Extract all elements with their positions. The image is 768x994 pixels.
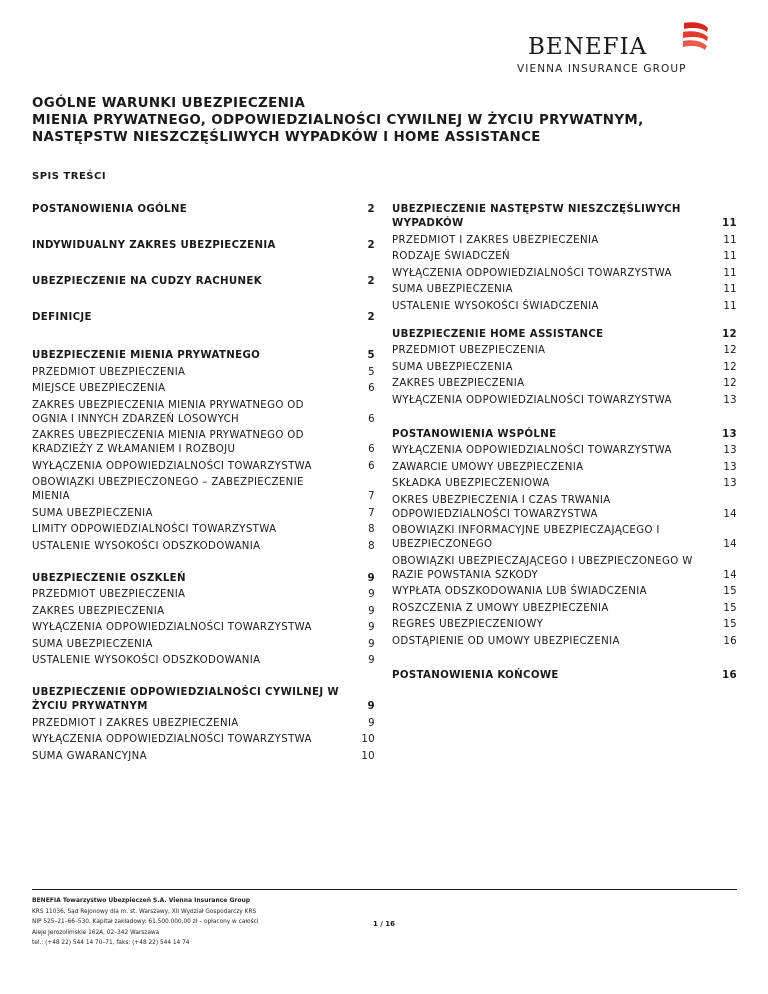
toc-entry[interactable] (392, 555, 737, 583)
toc-entry-title: RODZAJE ŚWIADCZEŃ (392, 251, 511, 262)
logo-wordmark: BENEFIA (528, 34, 648, 60)
toc-entry[interactable] (32, 366, 375, 380)
toc-entry-page: 2 (367, 204, 375, 215)
page-number: 1 / 16 (373, 920, 396, 928)
toc-entry-page: 9 (368, 717, 375, 729)
toc-entry-title: ROSZCZENIA Z UMOWY UBEZPIECZENIA (392, 602, 609, 614)
toc-right-column (392, 203, 737, 683)
toc-entry[interactable] (392, 203, 737, 231)
toc-entry[interactable] (32, 540, 375, 554)
benefia-logo (516, 20, 706, 80)
toc-entry[interactable] (392, 234, 737, 248)
toc-entry[interactable] (32, 654, 375, 668)
toc-entry-title: ZAWARCIE UMOWY UBEZPIECZENIA (392, 461, 584, 473)
toc-entry[interactable] (32, 686, 375, 714)
toc-entry-title: PRZEDMIOT UBEZPIECZENIA (32, 366, 186, 378)
toc-entry-title: INDYWIDUALNY ZAKRES UBEZPIECZENIA (32, 240, 276, 251)
toc-entry[interactable] (32, 203, 375, 217)
toc-entry-page: 6 (368, 413, 375, 425)
toc-entry-page: 12 (723, 345, 737, 356)
toc-entry[interactable] (32, 588, 375, 602)
toc-entry-title: UBEZPIECZENIE HOME ASSISTANCE (392, 328, 604, 340)
toc-entry[interactable] (392, 267, 737, 281)
toc-entry-title: SUMA UBEZPIECZENIA (32, 507, 153, 519)
toc-entry-title: ZAKRES UBEZPIECZENIA MIENIA PRYWATNEGO OD KRADZIEŻY Z WŁAMANIEM I ROZBOJU (32, 430, 304, 455)
toc-entry-page: 7 (368, 491, 375, 502)
toc-entry[interactable] (32, 382, 375, 396)
title-line-2: MIENIA PRYWATNEGO, ODPOWIEDZIALNOŚCI CYWILNEJ W ŻYCIU PRYWATNYM, (32, 113, 644, 128)
toc-entry-page: 11 (723, 251, 737, 262)
toc-entry[interactable] (392, 635, 737, 649)
toc-entry[interactable] (392, 602, 737, 616)
toc-entry-page: 11 (723, 267, 737, 279)
toc-entry[interactable] (392, 300, 737, 314)
footer-line-2: NIP 525–21–66–530, Kapitał zakładowy: 61.500.000,00 zł – opłacony w całości (32, 919, 259, 925)
toc-entry[interactable] (32, 605, 375, 619)
toc-entry[interactable] (392, 669, 737, 683)
toc-entry-title: SUMA UBEZPIECZENIA (32, 638, 153, 650)
toc-entry[interactable] (392, 494, 737, 522)
toc-entry-title: POSTANOWIENIA KOŃCOWE (392, 669, 559, 681)
toc-entry-title: SKŁADKA UBEZPIECZENIOWA (392, 478, 550, 489)
toc-entry-page: 6 (368, 383, 375, 394)
toc-entry-page: 11 (723, 284, 737, 295)
toc-entry[interactable] (392, 328, 737, 342)
toc-entry[interactable] (392, 444, 737, 458)
toc-entry-page: 11 (723, 234, 737, 246)
toc-heading: SPIS TREŚCI (32, 171, 107, 182)
toc-entry[interactable] (392, 585, 737, 599)
toc-entry-title: OBOWIĄZKI UBEZPIECZONEGO – ZABEZPIECZENIE MIENIA (32, 477, 304, 502)
toc-entry-page: 5 (367, 350, 375, 361)
toc-entry-page: 9 (368, 622, 375, 633)
toc-entry-title: ZAKRES UBEZPIECZENIA MIENIA PRYWATNEGO OD OGNIA I INNYCH ZDARZEŃ LOSOWYCH (32, 399, 304, 425)
toc-entry[interactable] (32, 638, 375, 652)
toc-entry[interactable] (32, 476, 375, 504)
toc-entry-title: WYŁĄCZENIA ODPOWIEDZIALNOŚCI TOWARZYSTWA (32, 460, 312, 472)
toc-entry[interactable] (32, 733, 375, 747)
toc-entry-page: 6 (368, 460, 375, 472)
toc-entry-page: 13 (723, 445, 737, 456)
toc-entry-title: MIEJSCE UBEZPIECZENIA (32, 383, 166, 394)
toc-entry-title: ZAKRES UBEZPIECZENIA (32, 605, 165, 617)
toc-entry-page: 14 (723, 508, 737, 520)
toc-entry-title: USTALENIE WYSOKOŚCI ODSZKODOWANIA (32, 655, 261, 666)
toc-entry[interactable] (32, 572, 375, 586)
toc-entry-title: REGRES UBEZPIECZENIOWY (392, 619, 544, 630)
toc-entry-page: 13 (722, 428, 737, 440)
logo-emblem-icon (680, 20, 712, 54)
toc-entry-page: 12 (723, 378, 737, 389)
toc-entry-title: ODSTĄPIENIE OD UMOWY UBEZPIECZENIA (392, 635, 620, 647)
toc-entry-page: 16 (723, 635, 737, 647)
document-title (32, 95, 742, 146)
toc-entry[interactable] (32, 275, 375, 289)
toc-entry[interactable] (32, 523, 375, 537)
toc-entry[interactable] (32, 750, 375, 764)
toc-entry[interactable] (32, 349, 375, 363)
toc-entry-title: PRZEDMIOT I ZAKRES UBEZPIECZENIA (392, 234, 599, 246)
toc-entry-title: WYŁĄCZENIA ODPOWIEDZIALNOŚCI TOWARZYSTWA (392, 267, 672, 279)
toc-entry-title: DEFINICJE (32, 312, 92, 323)
toc-entry-page: 11 (723, 300, 737, 312)
toc-entry[interactable] (392, 477, 737, 491)
toc-entry[interactable] (32, 239, 375, 253)
toc-entry[interactable] (392, 524, 737, 552)
toc-entry-title: OBOWIĄZKI INFORMACYJNE UBEZPIECZAJĄCEGO I UBEZPIECZONEGO (392, 525, 660, 550)
toc-entry[interactable] (392, 394, 737, 408)
toc-entry[interactable] (392, 428, 737, 442)
toc-entry-title: SUMA GWARANCYJNA (32, 750, 147, 762)
title-line-3: NASTĘPSTW NIESZCZĘŚLIWYCH WYPADKÓW I HOME ASSISTANCE (32, 130, 541, 145)
footer-line-1: KRS 11036, Sąd Rejonowy dla m. st. Warszawy, XII Wydział Gospodarczy KRS (32, 908, 257, 915)
toc-left-column (32, 203, 375, 764)
toc-entry-page: 8 (368, 540, 375, 552)
toc-entry-page: 14 (723, 539, 737, 550)
toc-entry[interactable] (392, 461, 737, 475)
toc-entry[interactable] (32, 311, 375, 325)
toc-entry[interactable] (392, 250, 737, 264)
toc-entry-title: SUMA UBEZPIECZENIA (392, 361, 513, 373)
toc-entry-title: PRZEDMIOT UBEZPIECZENIA (392, 345, 546, 356)
toc-entry-page: 9 (368, 605, 375, 617)
toc-entry-page: 13 (723, 478, 737, 489)
toc-entry-page: 9 (368, 655, 375, 666)
toc-entry-page: 12 (723, 361, 737, 373)
toc-entry[interactable] (392, 361, 737, 375)
toc-entry-page: 5 (368, 366, 375, 378)
title-line-1: OGÓLNE WARUNKI UBEZPIECZENIA (32, 96, 306, 111)
toc-entry-title: UBEZPIECZENIE MIENIA PRYWATNEGO (32, 350, 261, 361)
toc-entry-page: 9 (368, 589, 375, 600)
toc-entry-title: USTALENIE WYSOKOŚCI ODSZKODOWANIA (32, 540, 261, 552)
toc-entry-title: UBEZPIECZENIE OSZKLEŃ (32, 572, 186, 584)
toc-entry-page: 15 (723, 602, 737, 614)
toc-entry-page: 2 (367, 240, 375, 251)
toc-entry-page: 15 (723, 619, 737, 630)
toc-entry-page: 10 (361, 750, 375, 762)
toc-entry-page: 10 (361, 734, 375, 745)
toc-entry-page: 8 (368, 524, 375, 535)
logo-tagline: VIENNA INSURANCE GROUP (517, 63, 687, 75)
toc-entry-page: 2 (367, 312, 375, 323)
toc-entry-page: 2 (367, 276, 375, 287)
toc-entry[interactable] (392, 618, 737, 632)
toc-entry-page: 11 (722, 218, 737, 229)
toc-entry-title: WYPŁATA ODSZKODOWANIA LUB ŚWIADCZENIA (392, 586, 647, 597)
toc-entry-page: 16 (722, 669, 737, 681)
toc-entry[interactable] (392, 344, 737, 358)
toc-entry-title: PRZEDMIOT UBEZPIECZENIA (32, 589, 186, 600)
toc-entry-title: WYŁĄCZENIA ODPOWIEDZIALNOŚCI TOWARZYSTWA (392, 445, 672, 456)
toc-entry-title: PRZEDMIOT I ZAKRES UBEZPIECZENIA (32, 717, 239, 729)
footer-company-name: BENEFIA Towarzystwo Ubezpieczeń S.A. Vienna Insurance Group (32, 897, 251, 904)
toc-entry[interactable] (32, 460, 375, 474)
toc-entry-title: UBEZPIECZENIE ODPOWIEDZIALNOŚCI CYWILNEJ W ŻYCIU PRYWATNYM (32, 687, 339, 712)
toc-entry-page: 13 (723, 394, 737, 406)
toc-entry[interactable] (32, 717, 375, 731)
toc-entry-title: SUMA UBEZPIECZENIA (392, 284, 513, 295)
toc-entry-page: 7 (368, 507, 375, 519)
toc-entry-page: 14 (723, 569, 737, 581)
toc-entry-page: 9 (367, 572, 375, 584)
toc-entry[interactable] (32, 399, 375, 427)
toc-entry-title: ZAKRES UBEZPIECZENIA (392, 378, 525, 389)
toc-entry-title: LIMITY ODPOWIEDZIALNOŚCI TOWARZYSTWA (32, 524, 277, 535)
toc-entry-page: 6 (368, 444, 375, 455)
footer-company-info (32, 896, 258, 949)
toc-entry-title: WYŁĄCZENIA ODPOWIEDZIALNOŚCI TOWARZYSTWA (32, 734, 312, 745)
toc-entry[interactable] (32, 507, 375, 521)
toc-entry-title: USTALENIE WYSOKOŚCI ŚWIADCZENIA (392, 300, 599, 312)
toc-entry-title: WYŁĄCZENIA ODPOWIEDZIALNOŚCI TOWARZYSTWA (32, 622, 312, 633)
toc-entry[interactable] (392, 377, 737, 391)
footer-line-3: Aleje Jerozolimskie 162A, 02–342 Warszawa (32, 929, 160, 936)
toc-entry-title: WYŁĄCZENIA ODPOWIEDZIALNOŚCI TOWARZYSTWA (392, 394, 672, 406)
toc-entry-title: OKRES UBEZPIECZENIA I CZAS TRWANIA ODPOWIEDZIALNOŚCI TOWARZYSTWA (392, 494, 611, 520)
toc-entry-page: 9 (367, 701, 375, 712)
toc-entry-title: OBOWIĄZKI UBEZPIECZAJĄCEGO I UBEZPIECZONEGO W RAZIE POWSTANIA SZKODY (392, 555, 693, 581)
toc-entry[interactable] (32, 429, 375, 457)
toc-entry[interactable] (392, 283, 737, 297)
toc-entry-title: UBEZPIECZENIE NA CUDZY RACHUNEK (32, 276, 262, 287)
toc-entry-page: 15 (723, 586, 737, 597)
toc-entry-page: 9 (368, 638, 375, 650)
toc-entry-title: POSTANOWIENIA OGÓLNE (32, 204, 188, 215)
toc-entry-page: 12 (722, 328, 737, 340)
toc-entry-title: UBEZPIECZENIE NASTĘPSTW NIESZCZĘŚLIWYCH WYPADKÓW (392, 204, 681, 229)
toc-entry-page: 13 (723, 461, 737, 473)
toc-entry-title: POSTANOWIENIA WSPÓLNE (392, 428, 557, 440)
footer-divider (32, 889, 737, 890)
toc-entry[interactable] (32, 621, 375, 635)
footer-line-4: tel.: (+48 22) 544 14 70–71, faks: (+48 22) 544 14 74 (32, 940, 190, 946)
